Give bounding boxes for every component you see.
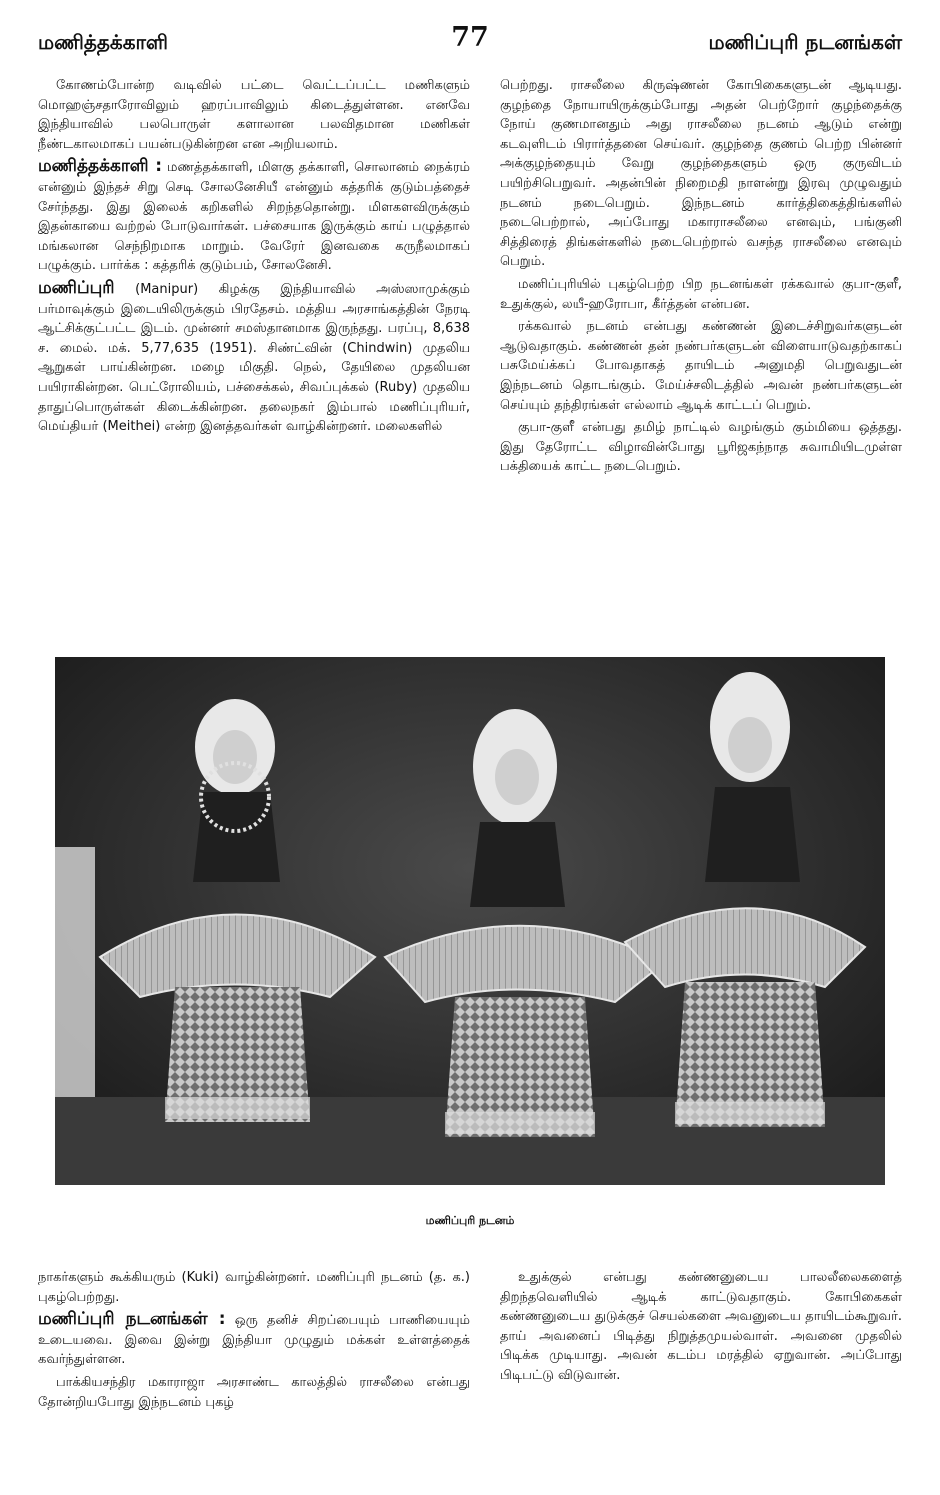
entry-body: ஒரு தனிச் சிறப்பையும் பாணியையும் உடையவை. இவை இன்று இந்தியா முழுதும் மக்கள் உள்ளத்தைக் கவர்ந்துள்ளன.: [38, 1313, 470, 1368]
entry-manipuri-dances: [38, 1310, 470, 1370]
entry-body: (Manipur) கிழக்கு இந்தியாவில் அஸ்ஸாமுக்கும் பர்மாவுக்கும் இடையிலிருக்கும் பிரதேசம். மத்திய அரசாங்கத்தின் நேரடி ஆட்சிக்குட்பட்ட இடம். முன்னர் சமஸ்தானமாக இருந்தது. பரப்பு, 8,638 ச. மைல். மக். 5,77,635 (1951). சிண்ட்வின் (Chindwin) முதலிய ஆறுகள் பாய்கின்றன. மழை மிகுதி. நெல், தேயிலை முதலியன பயிராகின்றன. பெட்ரோலியம், பச்சைக்கல், சிவப்புக்கல் (Ruby) முதலிய தாதுப்பொருள்கள் கிடைக்கின்றன. தலைநகர் இம்பால் மணிப்புரியர், மெய்தியர் (Meithei) என்ற இனத்தவர்கள் வாழ்கின்றனர். மலைகளில்: [38, 281, 470, 435]
photo-caption: மணிப்புரி நடனம்: [425, 1214, 515, 1227]
running-head-left: மணித்தக்காளி: [38, 30, 169, 54]
paragraph: மணிப்புரியில் புகழ்பெற்ற பிற நடனங்கள் ரக்கவால் குபா-குளீ, உதுக்குல், லயீ-ஹரோபா, கீர்த்தன் என்பன.: [500, 276, 902, 312]
column-bottom-left: [38, 1268, 470, 1415]
paragraph: நாகர்களும் கூக்கியரும் (Kuki) வாழ்கின்றனர். மணிப்புரி நடனம் (த. க.) புகழ்பெற்றது.: [38, 1270, 470, 1305]
page-header: [38, 22, 902, 62]
running-head-right: மணிப்புரி நடனங்கள்: [708, 30, 902, 54]
entry-manipur: [38, 279, 470, 437]
paragraph: பெற்றது. ராசலீலை கிருஷ்ணன் கோபிகைகளுடன் ஆடியது. குழந்தை நோயாயிருக்கும்போது அதன் பெற்றோர் குழந்தைக்கு நோய் குணமானதும் அது ராசலீலை நடனம் ஆடும் என்று கடவுளிடம் பிரார்த்தனை செய்வர். குழந்தை குணம் பெற்ற பின்னர் அக்குழந்தையும் வேறு குழந்தைகளும் ஒரு குருவிடம் பயிற்சிபெறுவர். அதன்பின் நிறைமதி நாளன்று இரவு முழுவதும் நடனம் நடைபெறும். இந்நடனம் கார்த்திகைத்திங்களில் நடைபெற்றால், அப்போது மகாராசலீலை எனவும், பங்குனி சித்திரைத் திங்கள்களில் நடைபெற்றால் வசந்த ராசலீலை எனவும் பெறும்.: [500, 78, 902, 270]
dancers-photo: [55, 657, 885, 1185]
entry-body: மணத்தக்காளி, மிளகு தக்காளி, சொலானம் நைக்ரம் என்னும் இந்தச் சிறு செடி சோலனேசியீ என்னும் கத்தரிக் குடும்பத்தைச் சேர்ந்தது. இது இலைக் கறிகளில் சிறந்ததொன்று. மிளகளவிருக்கும் இதன்காயை வற்றல் போடுவார்கள். பச்சையாக இருக்கும் காய் பழுத்தால் மங்கலான செந்நிறமாக மாறும். வேரேர் இனவகை கருநீலமாகப் பழுக்கும். பார்க்க : கத்தரிக் குடும்பம், சோலனேசி.: [38, 160, 470, 274]
paragraph: உதுக்குல் என்பது கண்ணனுடைய பாலலீலைகளைத் திறந்தவெளியில் ஆடிக் காட்டுவதாகும். கோபிகைகள் கண்ணனுடைய துடுக்குச் செயல்களை அவனுடைய தாயிடம்கூறுவர். தாய் அவனைப் பிடித்து நிறுத்தமுயல்வாள். அவனை முதலில் பிடிக்க முடியாது. அவன் கடம்ப மரத்தில் ஏறுவான். அப்போது பிடிபட்டு விடுவான்.: [500, 1270, 902, 1383]
entry-manithakkali: [38, 157, 470, 276]
column-bottom-right: [500, 1268, 902, 1389]
entry-headword: மணித்தக்காளி :: [38, 156, 163, 177]
column-top-left: [38, 76, 470, 440]
paragraph: கோணம்போன்ற வடிவில் பட்டை வெட்டப்பட்ட மணிகளும் மொஹஞ்சதாரோவிலும் ஹரப்பாவிலும் கிடைத்துள்ளன. எனவே இந்தியாவில் பலபொருள் களாலான பலவிதமான மணிகள் நீண்டகாலமாகப் பயன்படுகின்றன என அறியலாம்.: [38, 78, 470, 152]
paragraph: குபா-குளீ என்பது தமிழ் நாட்டில் வழங்கும் கும்மியை ஒத்தது. இது தேரோட்ட விழாவின்போது பூரிஜகந்நாத சுவாமியிடமுள்ள பக்தியைக் காட்ட நடைபெறும்.: [500, 420, 902, 475]
paragraph: ரக்கவால் நடனம் என்பது கண்ணன் இடைச்சிறுவர்களுடன் ஆடுவதாகும். கண்ணன் தன் நண்பர்களுடன் விளையாடுவதற்காகப் பசுமேய்க்கப் போவதாகத் தாயிடம் அனுமதி பெறுவதுடன் இந்நடனம் தொடங்கும். மேய்ச்சலிடத்தில் அவன் நண்பர்களுடன் செய்யும் தந்திரங்கள் எல்லாம் ஆடிக் காட்டப் பெறும்.: [500, 319, 902, 413]
column-top-right: [500, 76, 902, 480]
photo-illustration: [55, 657, 885, 1185]
paragraph: பாக்கியசந்திர மகாராஜா அரசாண்ட காலத்தில் ராசலீலை என்பது தோன்றியபோது இந்நடனம் புகழ்: [38, 1374, 470, 1410]
page-number: 77: [451, 22, 489, 53]
entry-headword: மணிப்புரி நடனங்கள் :: [38, 1309, 226, 1330]
entry-headword: மணிப்புரி: [38, 277, 115, 298]
